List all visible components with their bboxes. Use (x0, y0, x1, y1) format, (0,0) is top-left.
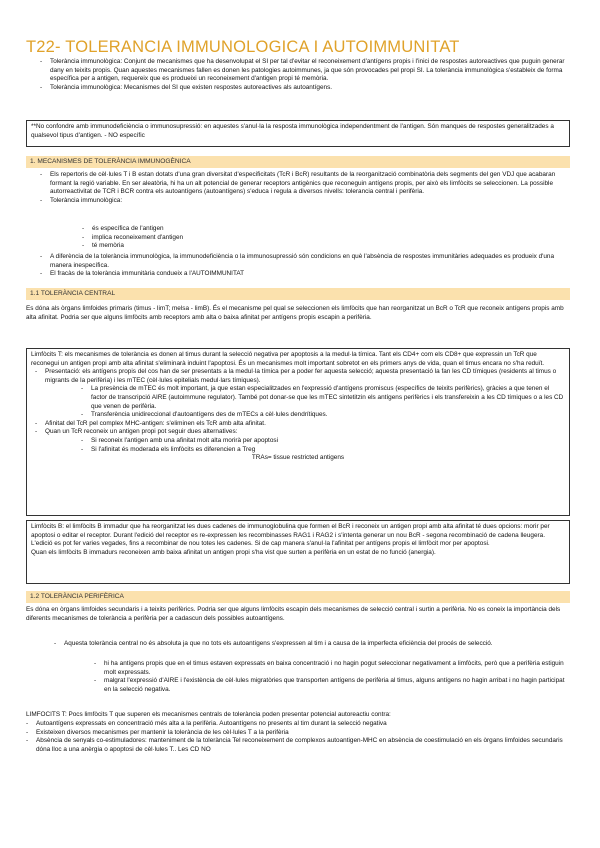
paragraph: Es dóna en òrgans limfoides secundaris i a teixits perifèrics. Podria ser que alguns limfòcits escapin dels mecanismes de selecció central i surtin a perifèria. No es coneix la importància dels diferents mecanismes de tolerància a perifèria per a cadascun dels possibles autoantígens. (26, 606, 561, 622)
box-sublist (31, 385, 565, 419)
list-item: - Presentació: els antígens propis del cos han de ser presentats a la medul·la tímica per a poder fer aquesta selecció; aquesta presentació la fan les CD tímiques (residents al timus o migrants de la perifèria) i les mTEC (cèl·lules epitelials medul·lars tímiques). (45, 368, 565, 385)
subsection-header: 1.1 TOLERÀNCIA CENTRAL (26, 288, 570, 300)
note-text: **No confondre amb immunodeficiència o immunosupressió: en aquestes s'anul·la la resposta immunològica independentment de l'antigen. Són manques de respostes generalitzades a qualsevol tipus d'antigen. - NO específic (31, 123, 554, 139)
list-item: - Afinitat del TcR pel complex MHC-antigen: s'eliminen els TcR amb alta afinitat. (45, 420, 565, 429)
subsection-header: 1.2 TOLERÀNCIA PERIFÈRICA (26, 591, 570, 603)
list-item: - Tolerància immunològica: (50, 197, 570, 206)
paragraph: Quan els limfòcits B immadurs reconeixen amb baixa afinitat un antigen propi s'ha vist que surten a perifèria en un estat de no funció (anergia). (31, 548, 436, 556)
list-item: - hi ha antígens propis que en el timus estaven expressats en baixa concentració i no hagin pogut seleccionar negativament a limfòcits, però que a perifèria estiguin molt expressats. (104, 660, 570, 677)
list-item: - Tolerància immunològica: Conjunt de mecanismes que ha desenvolupat el SI per tal d'evitar el reconeixement d'antígens propis i l'inici de respostes autoreactives que puguin generar dany en teixits propis. Quan aquestes mecanismes fallen es donen les patologies autoimmunes, ja que són provocades pel propi SI. La tolerància immunològica s'estableix de forma específica per a antigen, requereix que es produeixi un reconeixement d'antigen propi té memòria. (50, 58, 570, 84)
box-sublist (31, 437, 565, 454)
section-header: 1. MECANISMES DE TOLERÀNCIA IMMUNOGÈNICA (26, 156, 570, 168)
list-item: - Si l'afinitat és moderada els limfòcits es diferencien a Treg (91, 446, 565, 455)
s12-list (64, 640, 570, 649)
list-item: - Els repertoris de cèl·lules T i B estan dotats d'una gran diversitat d'especificitats (TcR i BcR) resultants de la reorganització combinatòria dels segments del gen VDJ que acabaran formant la regió variable. En ser aleatòria, hi ha un alt potencial de generar receptors antigènics que reconeguin antígens propis, per això els limfòcits se seleccionen. La possible autorreactivitat de TCR i BCR contra els autoantígens (autoantígens) s'educa i regula a diversos nivells: tolerancia central i perifèria. (50, 171, 570, 197)
paragraph: LIMFOCITS T: Pocs limfòcits T que superen els mecanismes centrals de tolerància poden presentar potencial autoreactiu contra: (26, 711, 391, 718)
list-item: - Existeixen diversos mecanismes per mantenir la tolerància de les cèl·lules T a la perifèria (36, 729, 570, 738)
box-list (31, 420, 565, 437)
note-box (26, 120, 570, 147)
tras-note: TRAs= tissue restricted antigens (251, 454, 345, 462)
list-item: - Transferència unidireccional d'autoantígens des de mTECs a cèl·lules dendrítiques. (91, 411, 565, 420)
section1-list (50, 171, 570, 205)
list-item: - té memòria (92, 242, 392, 251)
list-item: - Autoantígens expressats en concentració més alta a la perifèria. Autoantígens no presents al tim durant la selecció negativa (36, 720, 570, 729)
lt-list (36, 720, 570, 754)
list-item: - A diferència de la tolerància immunològica, la immunodeficiència o la immunosupressió són condicions en què l'absència de respostes immunitàries adequades es produeix d'una manera inespecífica. (50, 253, 570, 270)
paragraph: Es dóna als òrgans limfoides primaris (timus - limT; melsa - limB). És el mecanisme pel qual se seleccionen els limfòcits que han reorganitzat un BcR o TcR que reconeix antígens propis amb alta afinitat. Podria ser que alguns limfòcits amb receptors amb alta o baixa afinitat per antígens propis escapin a perifèria. (26, 305, 564, 321)
list-item: - Aquesta tolerància central no és absoluta ja que no tots els autoantígens s'expressen al tim i a causa de la imperfecta eficiència del procés de selecció. (64, 640, 570, 649)
list-item: - Absència de senyals co-estimuladores: manteniment de la tolerància Tel reconeixement de complexos autoantigen-MHC en absència de coestimulació en els òrgans limfoides secundaris dóna lloc a una anèrgia o apoptosi de cèl·lules T.. Les CD NO (36, 737, 570, 754)
list-item: - La presència de mTEC és molt important, ja que estan especialitzades en l'expressió d'antígens promiscus (específics de teixits perifèrics), gràcies a que tenen el factor de transcripció AIRE (autoimmune regulator). També pot donar-se que les mTEC sintetitzin els antígens perifèrics i els transfereixin a les CD tímiques o a les CD que venen de perifèria. (91, 385, 565, 411)
list-item: - Tolerància immunològica: Mecanismes del SI que existen respostes autoreactives als autoantígens. (50, 84, 570, 93)
list-item: - malgrat l'expressió d'AIRE i l'existència de cèl·lules migratòries que transporten antígens de perifèria al timus, alguns antígens no hagin arribat i no hagin participat en la selecció negativa. (104, 677, 570, 694)
list-item: - El fracàs de la tolerància immunitària condueix a l'AUTOIMMUNITAT (50, 270, 570, 279)
paragraph: Limfòcits B: el limfòcits B immadur que ha reorganitzat les dues cadenes de immunoglobulina que formen el BcR i reconeix un antigen propi amb alta afinitat té dues opcions: morir per apoptosi o editar el receptor. Durant l'edició del receptor es re-expressen les recombinasses RAG1 i RAG2 i s'intenta generar un nou BcR - segona recombinació de cadena lleugera. L'edició es pot fer varies vegades, fins a recombinar de nou totes les cadenes. Si de cap manera s'anul·la l'afinitat per antígens propis el limfòcit mor per apoptosi. (31, 523, 550, 548)
paragraph: Limfòcits T: els mecanismes de tolerància es donen al timus durant la selecció negativa per apoptosis a la medul·la tímica. Tant els CD4+ com els CD8+ que expressin un TcR que reconegui un antigen propi amb alta afinitat s'eliminarà induint l'apoptosi. És un mecanismes molt important sobretot en els primers anys de vida, quan el timus encara no s'ha reduït. (31, 351, 545, 367)
limfocits-b-box (26, 520, 570, 584)
section1-list2 (50, 253, 570, 279)
list-item: - Si reconeix l'antigen amb una afinitat molt alta morirà per apoptosi (91, 437, 565, 446)
limfocits-t-box (26, 348, 570, 516)
list-item: - Quan un TcR reconeix un antigen propi pot seguir dues alternatives: (45, 428, 565, 437)
list-item: - implica reconeixement d'antigen (92, 234, 392, 243)
box-list (31, 368, 565, 385)
section1-sublist (92, 225, 392, 251)
s12-sublist (104, 660, 570, 694)
page-title: T22- TOLERANCIA IMMUNOLOGICA I AUTOIMMUNITAT (26, 38, 460, 56)
list-item: - és específica de l'antigen (92, 225, 392, 234)
intro-list (50, 58, 570, 92)
